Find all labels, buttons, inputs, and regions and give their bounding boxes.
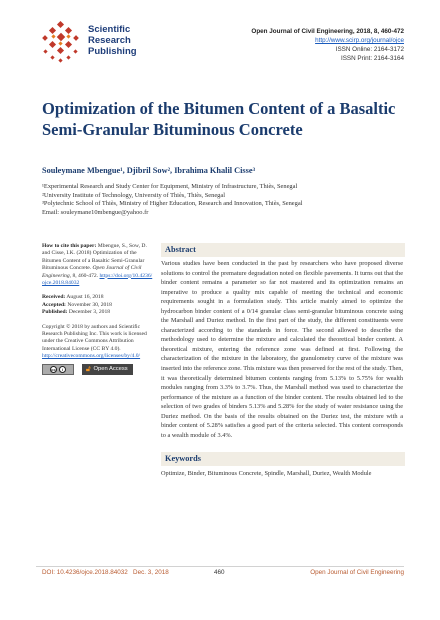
affiliations bbox=[42, 183, 402, 217]
page-number: 460 bbox=[214, 569, 225, 576]
publisher-logo[interactable] bbox=[40, 20, 190, 64]
cite-journal: Open Journal of Civil Engineering bbox=[42, 265, 142, 279]
received-date: August 16, 2018 bbox=[66, 294, 104, 301]
issn-online: ISSN Online: 2164-3172 bbox=[335, 46, 404, 53]
accepted-date: November 30, 2018 bbox=[67, 301, 112, 308]
footer-doi[interactable]: DOI: 10.4236/ojce.2018.84032 bbox=[42, 569, 128, 576]
keywords-text: Optimize, Binder, Bituminous Concrete, Spindle, Marshall, Duriez, Wealth Module bbox=[161, 470, 372, 478]
cite-doi-link[interactable]: https://doi.org/10.4236/ojce.2018.84032 bbox=[42, 272, 153, 287]
footer-date: Dec. 3, 2018 bbox=[133, 569, 169, 576]
publisher-name-line2: Research bbox=[88, 35, 131, 46]
scirp-logo-icon bbox=[40, 20, 84, 64]
keywords-heading: Keywords bbox=[161, 452, 405, 466]
footer-divider bbox=[36, 566, 404, 567]
article-dates bbox=[42, 294, 154, 316]
cc-by-badge-icon[interactable]: cc i bbox=[42, 364, 74, 375]
publisher-name-line1: Scientific bbox=[88, 24, 131, 35]
copyright-text: Copyright © 2018 by authors and Scientific Research Publishing Inc. This work is licensed under the Creative Commons Attribution International License (CC BY 4.0). bbox=[42, 323, 147, 352]
paper-authors: Souleymane Mbengue¹, Djibril Sow², Ibrahima Khalil Cisse³ bbox=[42, 166, 256, 175]
cc-license-link[interactable]: http://creativecommons.org/licenses/by/4.0/ bbox=[42, 353, 141, 360]
accepted-label: Accepted: bbox=[42, 301, 66, 308]
main-content bbox=[161, 243, 405, 479]
affiliation-3: ³Polytechnic School of Thiès, Ministry of Higher Education, Research and Innovation, Thiès, Senegal bbox=[42, 200, 303, 208]
published-date: December 3, 2018 bbox=[68, 309, 111, 316]
how-to-cite bbox=[42, 243, 154, 287]
author-email[interactable]: Email: souleymane10mbengue@yahoo.fr bbox=[42, 208, 149, 216]
open-access-badge[interactable] bbox=[82, 364, 133, 375]
publisher-name-line3: Publishing bbox=[88, 46, 137, 57]
open-access-lock-icon: 🔓︎ bbox=[86, 365, 91, 373]
footer-journal: Open Journal of Civil Engineering bbox=[310, 569, 404, 576]
publisher-name bbox=[88, 24, 137, 57]
cite-volume: , 8, 460-472. bbox=[69, 272, 99, 279]
copyright-notice bbox=[42, 324, 154, 375]
abstract-text: Various studies have been conducted in the past by researchers who have proposed diverse solutions to control the premature degradation noted on flexible pavements. It turns out that the binder content remains a parameter so far not mastered and its optimization remains an imperative to produce a quality mix capable of meeting the technical and economic requirements sought in a formulation study. This article mainly aimed to optimize the hydrocarbon binder content of a 0/14 granular class semi-granular bituminous concrete using the Marshall and Duriez method. In the first part of the study, the different constituents were characterized according to the standards in force. The second allowed to describe the methodology used to determine the mixture and calculated the theoretical binder content. A theoretical mixture, entering the reference zone was defined at first. Following the characterization of the mixture in the laboratory, the granulometry curve of the mixture was inserted into the reference zone. This mixture was then preserved for the rest of the study. Then, it was theoretically determined bitumen contents ranging from 5.13% to 5.75% for wealth modules ranging from 3.3% to 3.7%. Thus, the Marshall method was used to characterize the performance of the mixture as a function of the binder content. The results obtained led to the selection of two grades of binders 5.13% and 5.28% for the study of water resistance using the Duriez method. On the basis of the results obtained on the Duriez test, the mixture with a binder content of 5.28% satisfies a good part of the criteria selected. This content corresponds to a wealth module of 3.4%. bbox=[161, 260, 403, 439]
license-badges bbox=[42, 364, 154, 375]
journal-info bbox=[251, 27, 404, 63]
journal-citation: Open Journal of Civil Engineering, 2018, 8, 460-472 bbox=[251, 28, 404, 35]
page-header bbox=[0, 0, 440, 78]
cite-label: How to cite this paper: bbox=[42, 243, 97, 249]
journal-url-link[interactable]: http://www.scirp.org/journal/ojce bbox=[315, 37, 404, 44]
article-sidebar bbox=[42, 243, 154, 382]
received-label: Received: bbox=[42, 294, 66, 301]
issn-print: ISSN Print: 2164-3164 bbox=[340, 55, 404, 62]
open-access-label: Open Access bbox=[93, 365, 128, 372]
published-label: Published: bbox=[42, 309, 68, 316]
paper-title: Optimization of the Bitumen Content of a Basaltic Semi-Granular Bituminous Concrete bbox=[42, 99, 396, 139]
affiliation-2: ²University Institute of Technology, University of Thiès, Thiès, Senegal bbox=[42, 191, 225, 199]
abstract-heading: Abstract bbox=[161, 243, 405, 257]
affiliation-1: ¹Experimental Research and Study Center for Equipment, Ministry of Infrastructure, Thiès, Senegal bbox=[42, 183, 298, 190]
cite-text: Mbengue, S., Sow, D. and Cisse, I.K. (2018) Optimization of the Bitumen Content of a Basaltic Semi-Granular Bituminous Concrete. bbox=[42, 243, 147, 272]
footer-doi-date bbox=[42, 569, 169, 576]
